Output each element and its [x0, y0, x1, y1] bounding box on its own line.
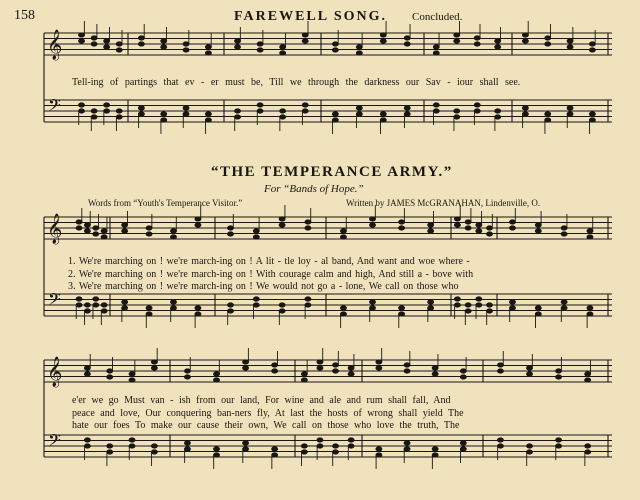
note-head	[84, 309, 90, 313]
note-head	[587, 235, 593, 239]
farewell-lyric-line: Tell-ing of partings that ev - er must be, Till we through the darkness our Sav - iour shall see.	[72, 77, 521, 88]
system1-verse-1: 1. We're marching on ! we're march-ing on ! A lit - tle loy - al band, And want and woe where -	[68, 256, 470, 267]
note-head	[301, 450, 307, 454]
bass-clef-icon: 𝄢	[48, 430, 61, 454]
note-head	[332, 42, 338, 46]
note-head	[535, 306, 541, 310]
note-head	[348, 444, 354, 448]
system1-verse-3: 3. We're marching on ! we're march-ing on ! We would not go a - lone, We call on those who	[68, 281, 459, 292]
note-head	[302, 103, 308, 107]
note-head	[93, 226, 99, 230]
note-head	[161, 45, 167, 49]
note-head	[79, 39, 85, 43]
note-head	[138, 106, 144, 110]
note-head	[280, 109, 286, 113]
note-head	[170, 306, 176, 310]
note-head	[589, 48, 595, 52]
note-head	[151, 450, 157, 454]
note-head	[184, 441, 190, 445]
note-head	[497, 444, 503, 448]
note-head	[561, 232, 567, 236]
note-head	[301, 378, 307, 382]
treble-clef-icon: 𝄞	[47, 214, 63, 244]
note-head	[585, 378, 591, 382]
note-head	[101, 303, 107, 307]
note-head	[195, 217, 201, 221]
note-head	[340, 235, 346, 239]
note-head	[195, 306, 201, 310]
note-head	[279, 303, 285, 307]
note-head	[79, 33, 85, 37]
note-head	[243, 360, 249, 364]
note-head	[454, 297, 460, 301]
note-head	[527, 450, 533, 454]
note-head	[184, 447, 190, 451]
note-head	[535, 312, 541, 316]
note-head	[183, 42, 189, 46]
note-head	[404, 369, 410, 373]
note-head	[151, 366, 157, 370]
note-head	[433, 109, 439, 113]
note-head	[129, 438, 135, 442]
note-head	[585, 444, 591, 448]
note-head	[333, 369, 339, 373]
words-credit: Words from “Youth's Temperance Visitor.”	[88, 198, 243, 208]
note-head	[253, 235, 259, 239]
note-head	[79, 109, 85, 113]
note-head	[465, 303, 471, 307]
note-head	[460, 447, 466, 451]
note-head	[214, 378, 220, 382]
note-head	[195, 312, 201, 316]
note-head	[376, 447, 382, 451]
note-head	[107, 375, 113, 379]
note-head	[257, 48, 263, 52]
note-head	[183, 48, 189, 52]
note-head	[272, 363, 278, 367]
note-head	[376, 360, 382, 364]
note-head	[399, 312, 405, 316]
note-head	[333, 444, 339, 448]
note-head	[84, 372, 90, 376]
note-head	[272, 369, 278, 373]
note-head	[122, 306, 128, 310]
note-head	[161, 112, 167, 116]
note-head	[545, 42, 551, 46]
note-head	[522, 39, 528, 43]
note-head	[116, 109, 122, 113]
note-head	[545, 118, 551, 122]
song-title-note: Concluded.	[412, 11, 463, 23]
note-head	[404, 363, 410, 367]
note-head	[356, 51, 362, 55]
note-head	[243, 366, 249, 370]
note-head	[76, 303, 82, 307]
note-head	[235, 39, 241, 43]
note-head	[454, 115, 460, 119]
bass-clef-icon: 𝄢	[48, 95, 61, 119]
system1-verse-2: 2. We're marching on ! we're march-ing on ! With courage calm and high, And still a - bove with	[68, 269, 474, 280]
note-head	[205, 118, 211, 122]
note-head	[495, 109, 501, 113]
note-head	[151, 360, 157, 364]
hymn-subtitle: For “Bands of Hope.”	[264, 183, 364, 195]
note-head	[129, 378, 135, 382]
note-head	[585, 372, 591, 376]
note-head	[380, 33, 386, 37]
note-head	[76, 297, 82, 301]
note-head	[280, 45, 286, 49]
note-head	[495, 45, 501, 49]
note-head	[161, 118, 167, 122]
note-head	[454, 33, 460, 37]
note-head	[280, 51, 286, 55]
note-head	[428, 306, 434, 310]
note-head	[432, 453, 438, 457]
note-head	[301, 444, 307, 448]
note-head	[428, 223, 434, 227]
note-head	[348, 372, 354, 376]
note-head	[487, 309, 493, 313]
note-head	[522, 112, 528, 116]
song-title: FAREWELL SONG.	[234, 9, 387, 24]
note-head	[404, 447, 410, 451]
note-head	[93, 297, 99, 301]
note-head	[332, 48, 338, 52]
note-head	[587, 229, 593, 233]
note-head	[487, 226, 493, 230]
note-head	[227, 226, 233, 230]
note-head	[146, 312, 152, 316]
note-head	[76, 220, 82, 224]
note-head	[183, 112, 189, 116]
note-head	[589, 112, 595, 116]
note-head	[404, 441, 410, 445]
note-head	[356, 106, 362, 110]
note-head	[122, 300, 128, 304]
note-head	[104, 39, 110, 43]
note-head	[340, 229, 346, 233]
note-head	[545, 36, 551, 40]
note-head	[561, 306, 567, 310]
note-head	[104, 103, 110, 107]
note-head	[356, 45, 362, 49]
note-head	[561, 226, 567, 230]
note-head	[454, 109, 460, 113]
treble-clef-icon: 𝄞	[47, 357, 63, 387]
note-head	[227, 232, 233, 236]
note-head	[495, 39, 501, 43]
bass-clef-icon: 𝄢	[48, 289, 61, 313]
system2-verse-2: peace and love, Our conquering ban-ners fly, At last the hosts of wrong shall yield The	[72, 408, 464, 419]
note-head	[116, 115, 122, 119]
treble-clef-icon: 𝄞	[47, 30, 63, 60]
note-head	[356, 112, 362, 116]
note-head	[432, 366, 438, 370]
note-head	[527, 366, 533, 370]
note-head	[454, 303, 460, 307]
note-head	[93, 232, 99, 236]
note-head	[567, 106, 573, 110]
note-head	[370, 300, 376, 304]
note-head	[107, 444, 113, 448]
note-head	[465, 226, 471, 230]
note-head	[432, 447, 438, 451]
note-head	[122, 223, 128, 227]
note-head	[279, 217, 285, 221]
note-head	[556, 375, 562, 379]
note-head	[556, 369, 562, 373]
note-head	[170, 229, 176, 233]
note-head	[340, 312, 346, 316]
note-head	[84, 303, 90, 307]
note-head	[116, 42, 122, 46]
treble-staff-2	[44, 217, 612, 239]
note-head	[465, 220, 471, 224]
note-head	[587, 306, 593, 310]
note-head	[138, 42, 144, 46]
note-head	[101, 309, 107, 313]
note-head	[585, 450, 591, 454]
note-head	[257, 109, 263, 113]
note-head	[214, 447, 220, 451]
note-head	[333, 363, 339, 367]
note-head	[84, 438, 90, 442]
note-head	[399, 306, 405, 310]
note-head	[487, 303, 493, 307]
note-head	[404, 106, 410, 110]
note-head	[567, 39, 573, 43]
note-head	[522, 33, 528, 37]
note-head	[183, 106, 189, 110]
note-head	[509, 220, 515, 224]
note-head	[497, 369, 503, 373]
note-head	[129, 444, 135, 448]
note-head	[556, 444, 562, 448]
page-number: 158	[14, 8, 35, 23]
note-head	[370, 306, 376, 310]
note-head	[272, 453, 278, 457]
note-head	[370, 223, 376, 227]
note-head	[104, 45, 110, 49]
note-head	[305, 303, 311, 307]
note-head	[146, 226, 152, 230]
note-head	[474, 42, 480, 46]
note-head	[476, 223, 482, 227]
note-head	[589, 42, 595, 46]
note-head	[332, 118, 338, 122]
note-head	[333, 450, 339, 454]
note-head	[79, 103, 85, 107]
note-head	[509, 226, 515, 230]
note-head	[474, 36, 480, 40]
note-head	[253, 297, 259, 301]
note-head	[433, 103, 439, 107]
note-head	[107, 450, 113, 454]
note-head	[305, 297, 311, 301]
note-head	[476, 303, 482, 307]
note-head	[474, 109, 480, 113]
note-head	[474, 103, 480, 107]
note-head	[170, 235, 176, 239]
note-head	[76, 226, 82, 230]
note-head	[567, 112, 573, 116]
note-head	[227, 309, 233, 313]
note-head	[432, 372, 438, 376]
note-head	[235, 109, 241, 113]
note-head	[146, 232, 152, 236]
note-head	[138, 112, 144, 116]
bass-staff-1	[44, 100, 612, 122]
note-head	[84, 444, 90, 448]
note-head	[235, 115, 241, 119]
hymn-title: “THE TEMPERANCE ARMY.”	[211, 164, 453, 180]
note-head	[161, 39, 167, 43]
note-head	[497, 438, 503, 442]
note-head	[257, 42, 263, 46]
note-head	[84, 223, 90, 227]
note-head	[93, 303, 99, 307]
note-head	[243, 441, 249, 445]
note-head	[476, 229, 482, 233]
note-head	[454, 217, 460, 221]
note-head	[376, 453, 382, 457]
note-head	[253, 229, 259, 233]
note-head	[107, 369, 113, 373]
note-head	[116, 48, 122, 52]
note-head	[428, 229, 434, 233]
note-head	[317, 444, 323, 448]
note-head	[184, 369, 190, 373]
note-head	[380, 112, 386, 116]
note-head	[589, 118, 595, 122]
note-head	[460, 375, 466, 379]
music-credit: Written by JAMES McGRANAHAN, Lindenville, O.	[346, 198, 541, 208]
note-head	[280, 115, 286, 119]
note-head	[195, 223, 201, 227]
note-head	[587, 312, 593, 316]
note-head	[302, 109, 308, 113]
note-head	[535, 223, 541, 227]
note-head	[146, 306, 152, 310]
note-head	[243, 447, 249, 451]
note-head	[454, 39, 460, 43]
note-head	[302, 39, 308, 43]
note-head	[348, 366, 354, 370]
note-head	[317, 360, 323, 364]
note-head	[556, 438, 562, 442]
note-head	[460, 441, 466, 445]
system2-verse-1: e'er we go Must van - ish from our land, For wine and ale and rum shall fall, And	[72, 395, 451, 406]
note-head	[91, 42, 97, 46]
note-head	[495, 115, 501, 119]
note-head	[214, 372, 220, 376]
note-head	[227, 303, 233, 307]
note-head	[567, 45, 573, 49]
bass-staff-2	[44, 294, 612, 316]
note-head	[305, 220, 311, 224]
note-head	[170, 300, 176, 304]
note-head	[399, 220, 405, 224]
note-head	[340, 306, 346, 310]
note-head	[151, 444, 157, 448]
note-head	[404, 42, 410, 46]
note-head	[404, 112, 410, 116]
note-head	[257, 103, 263, 107]
note-head	[317, 438, 323, 442]
note-head	[522, 106, 528, 110]
note-head	[380, 118, 386, 122]
note-head	[184, 375, 190, 379]
note-head	[428, 300, 434, 304]
note-head	[497, 363, 503, 367]
note-head	[253, 303, 259, 307]
note-head	[509, 306, 515, 310]
note-head	[279, 309, 285, 313]
note-head	[460, 369, 466, 373]
note-head	[129, 372, 135, 376]
note-head	[205, 45, 211, 49]
note-head	[302, 33, 308, 37]
note-head	[272, 447, 278, 451]
note-head	[454, 223, 460, 227]
note-head	[527, 444, 533, 448]
note-head	[370, 217, 376, 221]
note-head	[91, 115, 97, 119]
note-head	[545, 112, 551, 116]
note-head	[561, 300, 567, 304]
note-head	[91, 109, 97, 113]
note-head	[91, 36, 97, 40]
note-head	[404, 36, 410, 40]
note-head	[305, 226, 311, 230]
note-head	[509, 300, 515, 304]
note-head	[348, 438, 354, 442]
note-head	[380, 39, 386, 43]
note-head	[535, 229, 541, 233]
note-head	[101, 235, 107, 239]
note-head	[101, 229, 107, 233]
note-head	[279, 223, 285, 227]
note-head	[317, 366, 323, 370]
system2-verse-3: hate our foes To make our cause their own, We call on those who love the truth, The	[72, 420, 460, 431]
note-head	[399, 226, 405, 230]
note-head	[104, 109, 110, 113]
note-head	[433, 45, 439, 49]
note-head	[122, 229, 128, 233]
note-head	[376, 366, 382, 370]
note-head	[433, 51, 439, 55]
note-head	[214, 453, 220, 457]
note-head	[205, 112, 211, 116]
note-head	[476, 297, 482, 301]
note-head	[138, 36, 144, 40]
note-head	[84, 366, 90, 370]
note-head	[301, 372, 307, 376]
note-head	[465, 309, 471, 313]
note-head	[332, 112, 338, 116]
note-head	[487, 232, 493, 236]
note-head	[527, 372, 533, 376]
note-head	[84, 229, 90, 233]
note-head	[235, 45, 241, 49]
note-head	[205, 51, 211, 55]
